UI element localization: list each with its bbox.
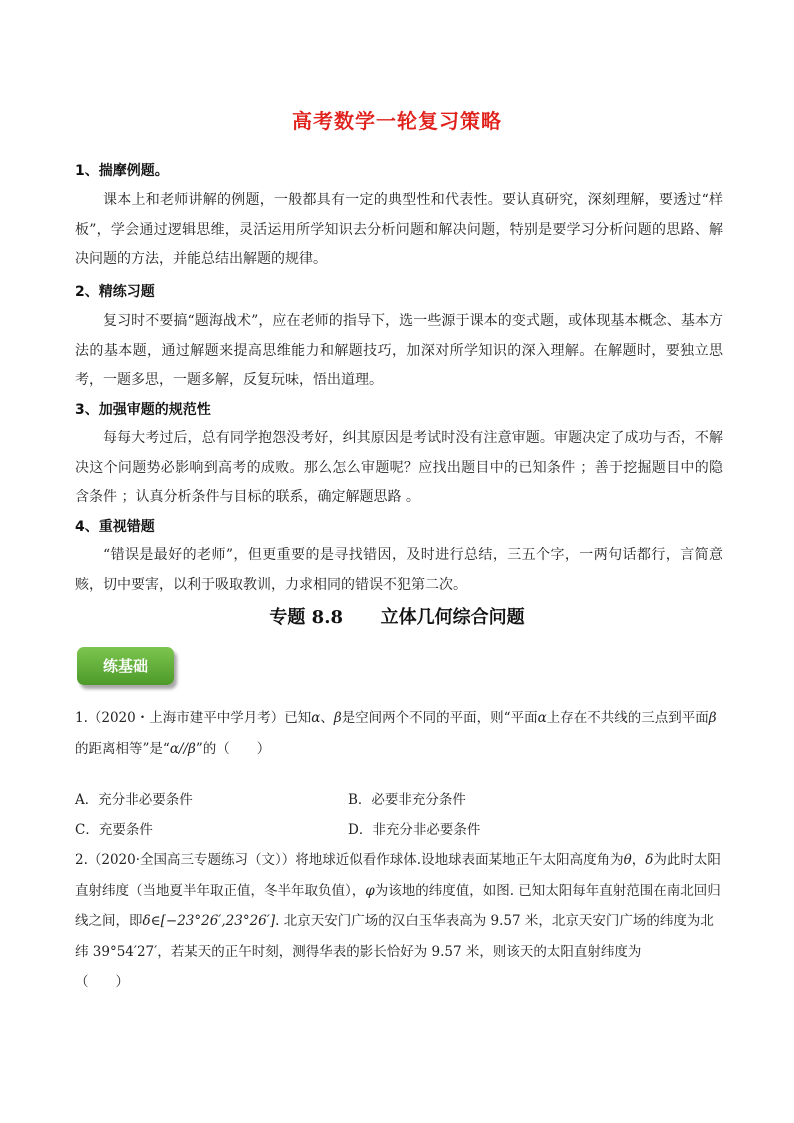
q1-text-2: 上存在不共线的三点到平面 xyxy=(546,710,709,726)
theta-symbol: θ xyxy=(623,852,632,868)
question-2 xyxy=(75,845,725,998)
delta-symbol: δ xyxy=(645,852,654,868)
section-2-body: 复习时不要搞“题海战术”，应在老师的指导下，选一些源于课本的变式题，或体现基本概念、基本方法的基本题，通过解题来提高思维能力和解题技巧，加深对所学知识的深入理解。在解题时，要独立思考，一题多思，一题多解，反复玩味，悟出道理。 xyxy=(75,313,723,388)
alpha-parallel-beta: α//β xyxy=(169,740,196,757)
section-3-heading: 3、加强审题的规范性 xyxy=(75,402,211,418)
q1-text-3: 的距离相等”是“ xyxy=(75,740,170,757)
section-4-heading: 4、重视错题 xyxy=(75,519,155,535)
q1-option-b: B．必要非充分条件 xyxy=(348,792,466,808)
section-2-heading: 2、精练习题 xyxy=(75,284,155,300)
page-title: 高考数学一轮复习策略 xyxy=(292,109,502,133)
topic-title: 专题 8.8 立体几何综合问题 xyxy=(269,607,525,628)
q2-text-2: ， xyxy=(631,852,646,868)
phi-symbol: φ xyxy=(365,882,375,899)
section-1-heading: 1、揣摩例题。 xyxy=(75,163,169,179)
beta-symbol: β xyxy=(708,710,717,726)
q2-text-1: 2.（2020·全国高三专题练习（文））将地球近似看作球体.设地球表面某地正午太阳高度角为 xyxy=(75,852,624,868)
beta-symbol: β xyxy=(333,710,342,726)
q1-text-1: 是空间两个不同的平面，则“平面 xyxy=(341,710,538,726)
q1-separator: 、 xyxy=(320,710,334,726)
q2-text-3: 为此时太阳直射纬度（当地夏半年取正值，冬半年取负值）， xyxy=(75,852,721,899)
practice-basics-badge: 练基础 xyxy=(77,647,174,685)
section-3-body: 每每大考过后，总有同学抱怨没考好，纠其原因是考试时没有注意审题。审题决定了成功与否，不解决这个问题势必影响到高考的成败。那么怎么审题呢？应找出题目中的已知条件 ；善于挖掘题目中的隐含条件 ；认真分析条件与目标的联系，确定解题思路 。 xyxy=(75,430,723,505)
question-1 xyxy=(75,703,725,764)
section-1-body: 课本上和老师讲解的例题，一般都具有一定的典型性和代表性。要认真研究，深刻理解，要透过“样板”，学会通过逻辑思维，灵活运用所学知识去分析问题和解决问题，特别是要学习分析问题的思路、解决问题的方法，并能总结出解题的规律。 xyxy=(75,192,723,267)
q1-prefix: 1.（2020・上海市建平中学月考）已知 xyxy=(75,710,312,726)
q1-option-c: C．充要条件 xyxy=(75,822,153,838)
q1-text-4: ”的（ ） xyxy=(195,740,271,757)
q2-text-4: 为该地的纬度值，如图. 已知太阳每年直射范围在南北回归线之间，即 xyxy=(75,882,721,929)
q1-option-a: A．充分非必要条件 xyxy=(75,792,193,808)
alpha-symbol: α xyxy=(311,710,321,726)
q2-answer-blank: （ ） xyxy=(75,974,129,990)
q2-text-5: . 北京天安门广场的汉白玉华表高为 9.57 米，北京天安门广场的纬度为北纬 39°54′27′，若某天的正午时刻，测得华表的影长恰好为 9.57 米，则该天的太阳直射纬度为 xyxy=(75,913,714,960)
q1-option-d: D．非充分非必要条件 xyxy=(348,822,481,838)
delta-range: δ∈[−23°26′,23°26′] xyxy=(142,913,276,929)
section-4-body: “错误是最好的老师”，但更重要的是寻找错因，及时进行总结，三五个字，一两句话都行，言简意赅，切中要害，以利于吸取教训，力求相同的错误不犯第二次。 xyxy=(75,547,723,593)
alpha-symbol: α xyxy=(537,710,547,726)
